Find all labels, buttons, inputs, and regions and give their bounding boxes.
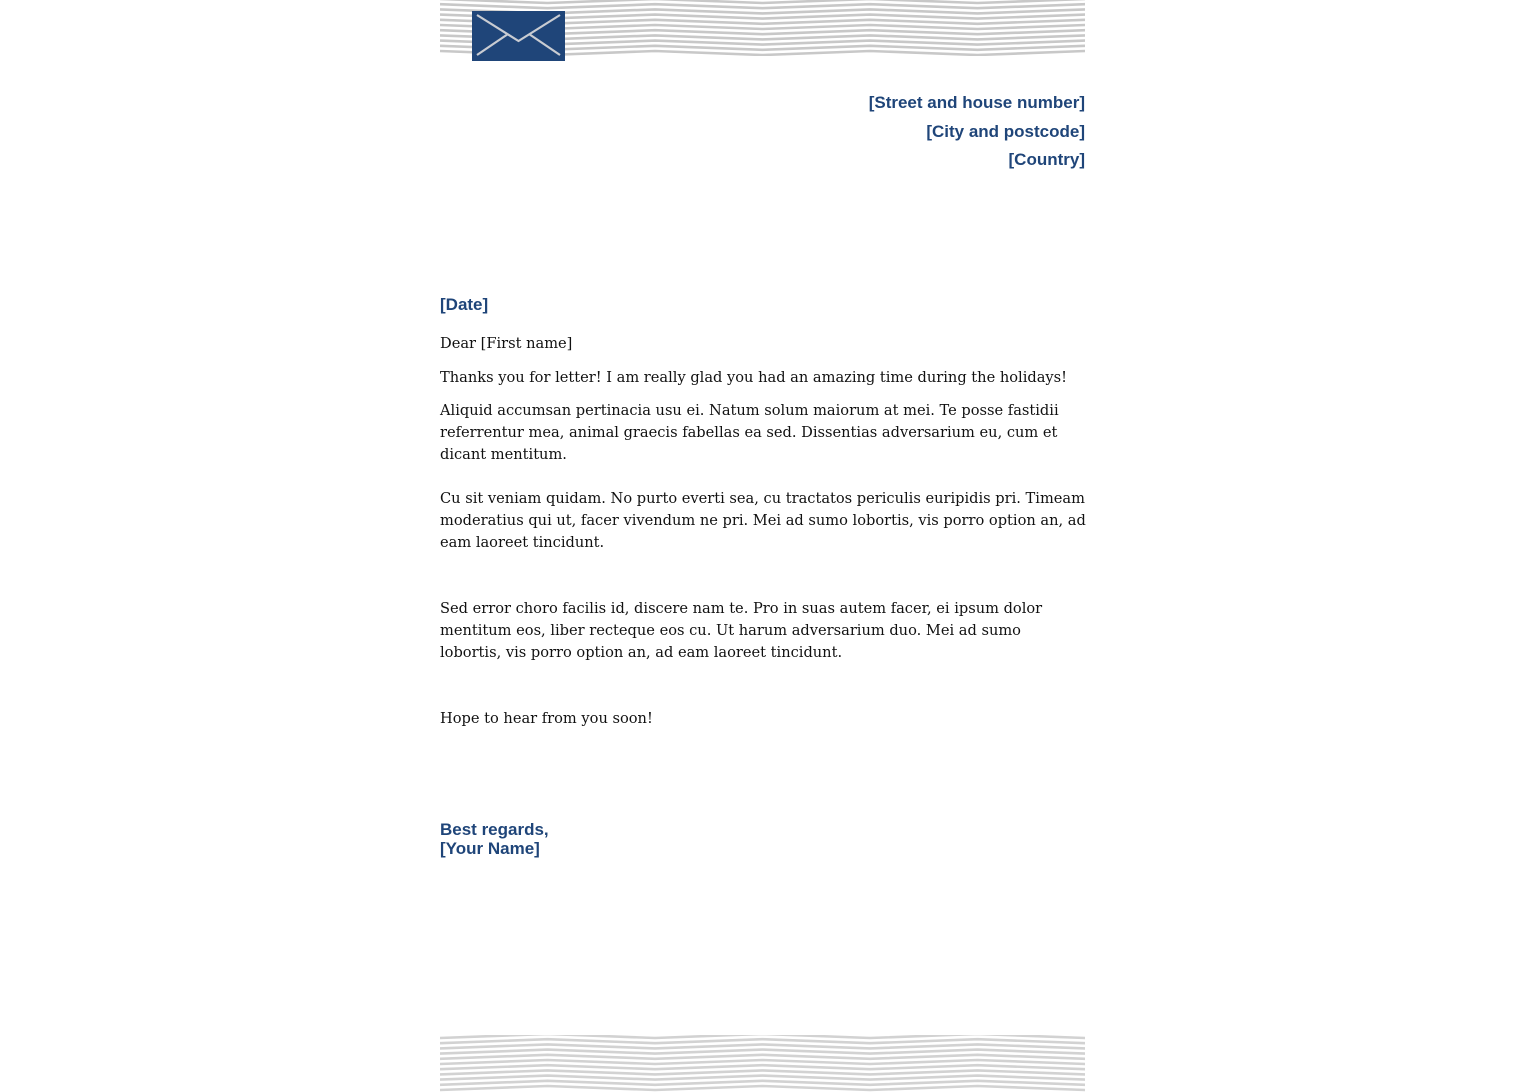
sender-name: [Your Name] xyxy=(440,839,540,858)
signoff-text: Best regards, xyxy=(440,820,549,839)
closing-line: Hope to hear from you soon! xyxy=(440,710,653,727)
envelope-icon xyxy=(472,11,565,61)
body-paragraph: Sed error choro facilis id, discere nam te. Pro in suas autem facer, ei ipsum dolor mentitum eos, liber recteque eos cu. Ut harum adversarium duo. Mei ad sumo lobortis, vis porro option an, ad eam laoreet tincidunt. xyxy=(440,600,1043,661)
sender-street: [Street and house number] xyxy=(868,93,1085,112)
letter-date: [Date] xyxy=(440,295,489,314)
sender-address xyxy=(869,89,1085,175)
footer-chevron-band xyxy=(440,1035,1085,1092)
signature-block xyxy=(440,820,549,858)
sender-country: [Country] xyxy=(1008,150,1085,169)
body-paragraph: Aliquid accumsan pertinacia usu ei. Natum solum maiorum at mei. Te posse fastidii referrentur mea, animal graecis fabellas ea sed. Dissentias adversarium eu, cum et dicant mentitum. xyxy=(440,402,1059,463)
salutation: Dear [First name] xyxy=(440,335,573,352)
sender-city: [City and postcode] xyxy=(926,121,1085,141)
body-paragraph: Cu sit veniam quidam. No purto everti sea, cu tractatos periculis euripidis pri. Timeam moderatius qui ut, facer vivendum ne pri. Mei ad sumo lobortis, vis porro option an, ad eam laoreet tincidunt. xyxy=(440,490,1086,551)
intro-paragraph: Thanks you for letter! I am really glad you had an amazing time during the holidays! xyxy=(440,369,1068,386)
